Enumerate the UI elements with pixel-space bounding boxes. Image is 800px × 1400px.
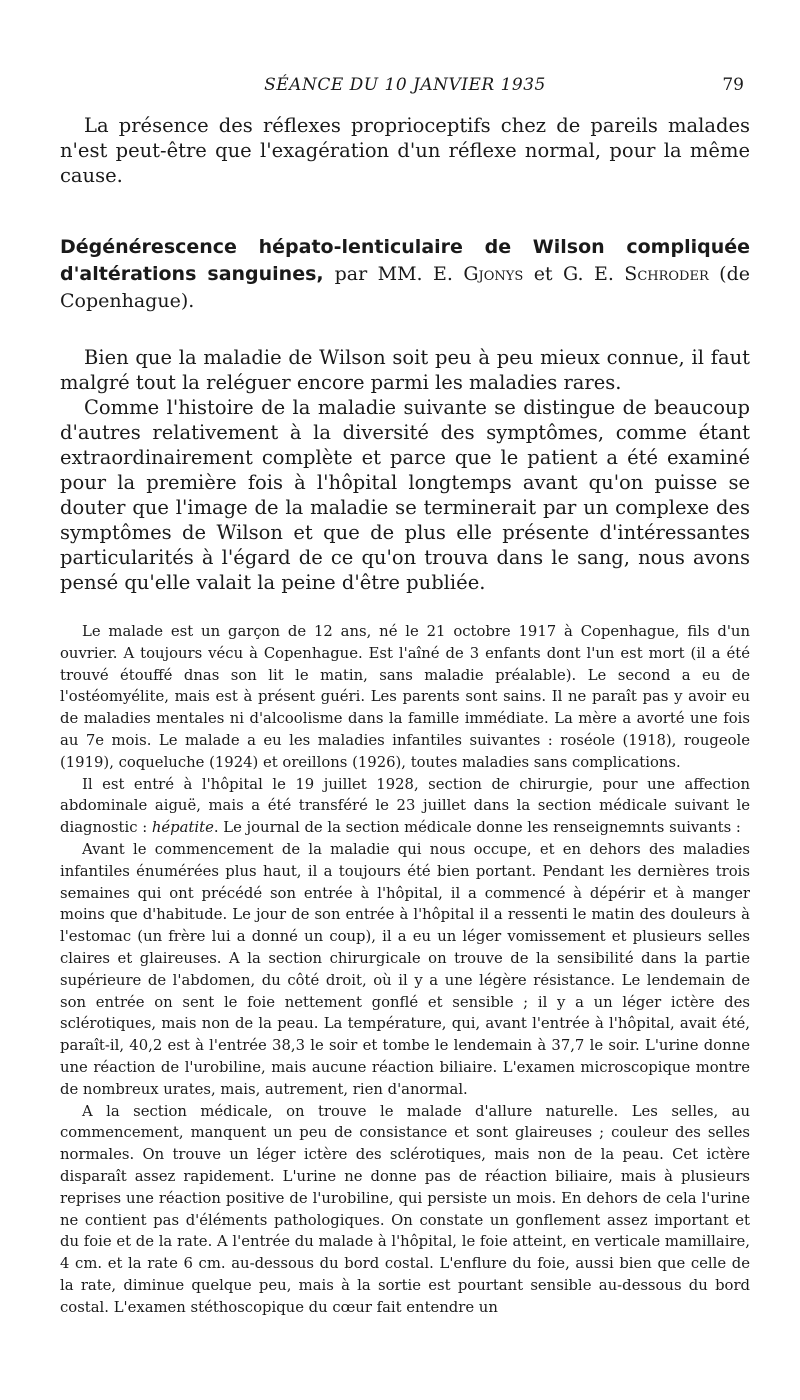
body-paragraph: Comme l'histoire de la maladie suivante se distingue de beaucoup d'autres relativement à la diversité des symptômes, comme étant extraordinairement complète et parce que le patient a été examiné pour la première fois à l'hôpital longtemps avant qu'on puisse se douter que l'image de la maladie se terminerait par un complexe des symptômes de Wilson et que de plus elle présente d'intéressantes particularités à l'égard de ce qu'on trouva dans le sang, nous avons pensé qu'elle valait la peine d'être publiée. [60, 396, 750, 594]
case-text: Il est entré à l'hôpital le 19 juillet 1928, section de chirurgie, pour une affection abdominale aiguë, mais a été transféré le 23 juillet dans la section médicale suivant le diagnostic : [60, 775, 750, 837]
running-title: SÉANCE DU 10 JANVIER 1935 [264, 75, 546, 95]
author2-name: Schroder [624, 263, 709, 285]
author2-initials: G. E. [563, 263, 614, 285]
running-header [60, 75, 750, 105]
case-paragraph [60, 774, 750, 839]
diagnosis-italic: hépatite [151, 819, 214, 837]
article-title: Dégénérescence hépato-lenticulaire de Wilson compliquée d'altérations sanguines, [60, 236, 750, 285]
author1-initial: E. [433, 263, 453, 285]
case-paragraph: A la section médicale, on trouve le malade d'allure naturelle. Les selles, au commencement, manquent un peu de consistance et sont glaireuses ; couleur des selles normales. On trouve un léger ictère des sclérotiques, mais non de la peau. Cet ictère disparaît assez rapidement. L'urine ne donne pas de réaction biliaire, mais à plusieurs reprises une réaction positive de l'urobiline, qui persiste un mois. En dehors de cela l'urine ne contient pas d'éléments pathologiques. On constate un gonflement assez important et du foie et de la rate. A l'entrée du malade à l'hôpital, le foie atteint, en verticale mamillaire, 4 cm. et la rate 6 cm. au-dessous du bord costal. L'enflure du foie, aussi bien que celle de la rate, diminue quelque peu, mais à la sortie est pourtant sensible au-dessous du bord costal. L'examen stéthoscopique du cœur fait entendre un [60, 1102, 750, 1316]
case-text: . Le journal de la section médicale donne les renseignemnts suivants : [213, 819, 741, 837]
intro-paragraph: La présence des réflexes proprioceptifs chez de pareils malades n'est peut-être que l'exagération d'un réflexe normal, pour la même cause. [60, 114, 750, 187]
body-text [60, 345, 750, 595]
case-paragraph: Le malade est un garçon de 12 ans, né le 21 octobre 1917 à Copenhague, fils d'un ouvrier. A toujours vécu à Copenhague. Est l'aîné de 3 enfants dont l'un est mort (il a été trouvé étouffé dnas son lit le matin, sans maladie préalable). Le second a eu de l'ostéomyélite, mais est à présent guéri. Les parents sont sains. Il ne paraît pas y avoir eu de maladies mentales ni d'alcoolisme dans la famille immédiate. La mère a avorté une fois au 7e mois. Le malade a eu les maladies infantiles suivantes : roséole (1918), rougeole (1919), coqueluche (1924) et oreillons (1926), toutes maladies sans complications. [60, 623, 750, 771]
case-paragraph: Avant le commencement de la maladie qui nous occupe, et en dehors des maladies infantiles énumérées plus haut, il a toujours été bien portant. Pendant les dernières trois semaines qui ont précédé son entrée à l'hôpital, il a commencé à dépérir et à manger moins que d'habitude. Le jour de son entrée à l'hôpital il a ressenti le matin des douleurs à l'estomac (un frère lui a donné un coup), il a eu un léger vomissement et plusieurs selles claires et glaireuses. A la section chirurgicale on trouve de la sensibilité dans la partie supérieure de l'abdomen, du côté droit, où il y a une légère résistance. Le lendemain de son entrée on sent le foie nettement gonflé et sensible ; il y a un léger ictère des sclérotiques, mais non de la peau. La température, qui, avant l'entrée à l'hôpital, avait été, paraît-il, 40,2 est à l'entrée 38,3 le soir et tombe le lendemain à 37,7 le soir. L'urine donne une réaction de l'urobiline, mais aucune réaction biliaire. L'examen microscopique montre de nombreux urates, mais, autrement, rien d'anormal. [60, 840, 750, 1098]
authors-and: et [533, 263, 553, 285]
affiliation: (de Copenhague). [60, 263, 750, 312]
case-report [60, 621, 750, 1319]
author1-name: Gjonys [463, 263, 524, 285]
article-heading [60, 234, 750, 315]
document-page [60, 75, 750, 1375]
authors-prefix: par MM. [334, 263, 423, 285]
page-number: 79 [722, 75, 744, 95]
body-paragraph: Bien que la maladie de Wilson soit peu à peu mieux connue, il faut malgré tout la reléguer encore parmi les maladies rares. [60, 346, 750, 394]
